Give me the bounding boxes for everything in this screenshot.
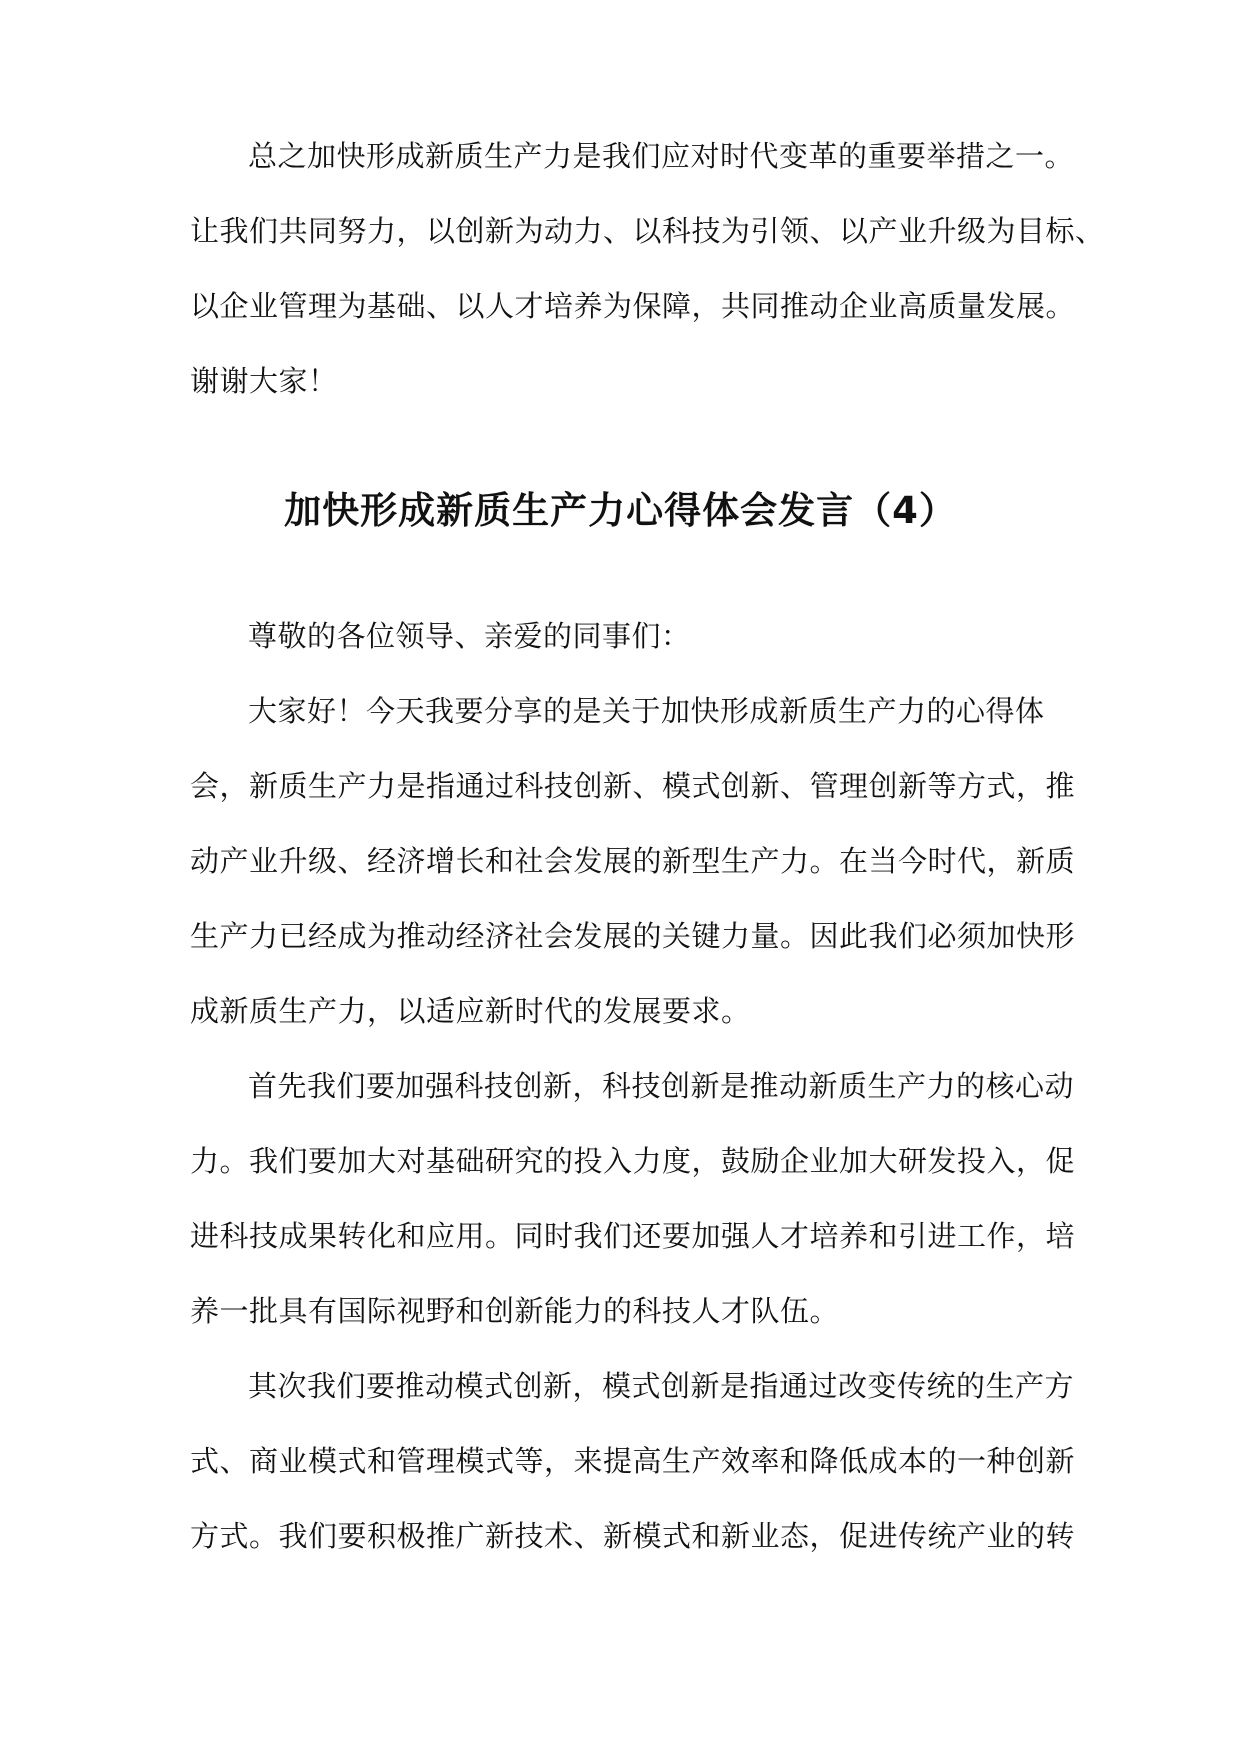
section-title: 加快形成新质生产力心得体会发言（4）	[284, 489, 957, 532]
closing-thanks-line: 谢谢大家！	[190, 364, 338, 398]
paragraph-line: 方式。我们要积极推广新技术、新模式和新业态，促进传统产业的转	[190, 1519, 1076, 1553]
closing-paragraph-line: 以企业管理为基础、以人才培养为保障，共同推动企业高质量发展。	[190, 289, 1076, 323]
paragraph-line: 动产业升级、经济增长和社会发展的新型生产力。在当今时代，新质	[190, 844, 1076, 878]
paragraph-line: 首先我们要加强科技创新，科技创新是推动新质生产力的核心动	[248, 1069, 1075, 1103]
paragraph-line: 进科技成果转化和应用。同时我们还要加强人才培养和引进工作，培	[190, 1219, 1076, 1253]
paragraph-line: 生产力已经成为推动经济社会发展的关键力量。因此我们必须加快形	[190, 919, 1076, 953]
closing-paragraph-line: 让我们共同努力，以创新为动力、以科技为引领、以产业升级为目标、	[190, 214, 1105, 248]
closing-paragraph-line: 总之加快形成新质生产力是我们应对时代变革的重要举措之一。	[248, 139, 1075, 173]
paragraph-line: 式、商业模式和管理模式等，来提高生产效率和降低成本的一种创新	[190, 1444, 1076, 1478]
salutation: 尊敬的各位领导、亲爱的同事们：	[248, 619, 691, 653]
paragraph-line: 其次我们要推动模式创新，模式创新是指通过改变传统的生产方	[248, 1369, 1075, 1403]
paragraph-line: 会，新质生产力是指通过科技创新、模式创新、管理创新等方式，推	[190, 769, 1076, 803]
paragraph-line: 力。我们要加大对基础研究的投入力度，鼓励企业加大研发投入，促	[190, 1144, 1076, 1178]
paragraph-line: 成新质生产力，以适应新时代的发展要求。	[190, 994, 751, 1028]
paragraph-line: 养一批具有国际视野和创新能力的科技人才队伍。	[190, 1294, 840, 1328]
paragraph-line: 大家好！今天我要分享的是关于加快形成新质生产力的心得体	[248, 694, 1045, 728]
